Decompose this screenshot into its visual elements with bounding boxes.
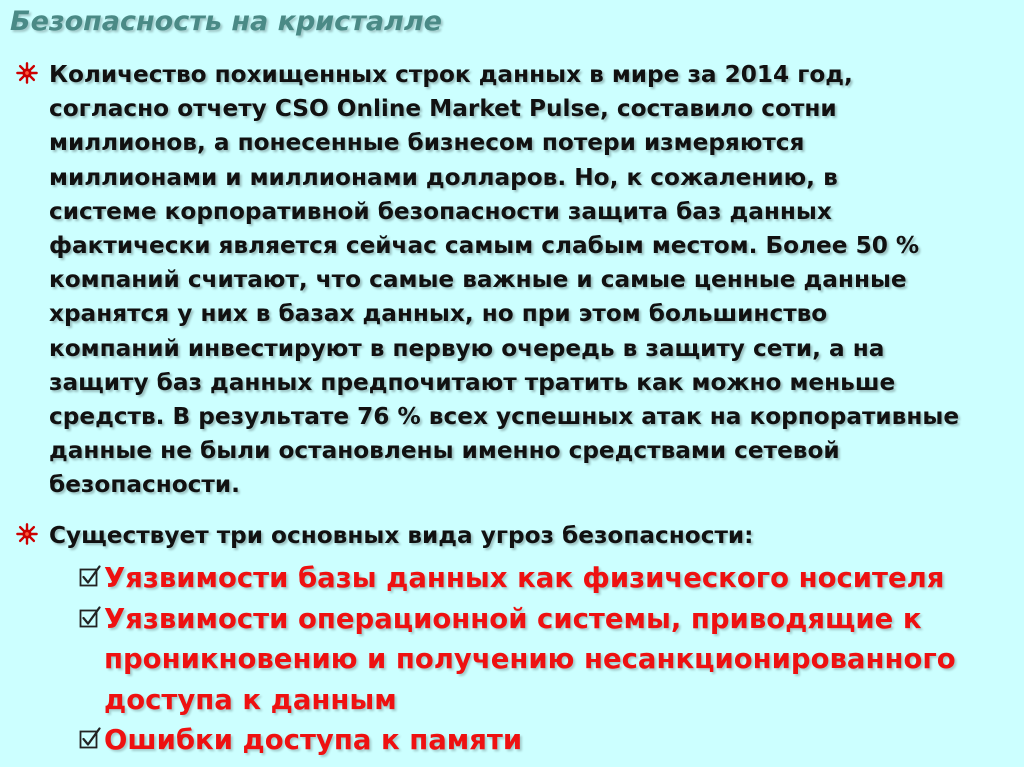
threat-item xyxy=(79,558,1019,599)
text-line: безопасности. xyxy=(49,471,240,499)
slide-title: Безопасность на кристалле xyxy=(10,6,442,37)
bullet-text xyxy=(49,58,1016,503)
sun-star-icon xyxy=(16,523,38,545)
text-line: данные не были остановлены именно средствами сетевой xyxy=(49,437,840,465)
threat-line: проникновению и получению несанкционированного xyxy=(104,643,956,675)
checkbox-icon xyxy=(79,727,101,751)
bullet-text xyxy=(49,519,1016,553)
threat-line: Уязвимости операционной системы, приводящие к xyxy=(104,602,922,635)
threat-line: доступа к данным xyxy=(104,683,397,716)
threat-item xyxy=(79,599,1019,721)
text-line: согласно отчету CSO Online Market Pulse, составило сотни xyxy=(49,95,837,123)
checkbox-icon xyxy=(79,565,101,589)
sun-star-icon xyxy=(16,62,38,84)
bullet-item xyxy=(16,58,1016,503)
text-line: миллионов, а понесенные бизнесом потери измеряются xyxy=(49,129,805,157)
bullet-item xyxy=(16,519,1016,553)
threat-list xyxy=(79,558,1019,761)
text-line: Существует три основных вида угроз безопасности: xyxy=(49,522,754,549)
checkbox-icon xyxy=(79,606,101,630)
text-line: системе корпоративной безопасности защита баз данных xyxy=(49,197,832,225)
text-line: миллионами и миллионами долларов. Но, к сожалению, в xyxy=(49,163,838,191)
threat-line: Уязвимости базы данных как физического носителя xyxy=(104,562,945,594)
text-line: средств. В результате 76 % всех успешных атак на корпоративные xyxy=(49,403,960,431)
text-line: компаний инвестируют в первую очередь в защиту сети, а на xyxy=(49,334,885,362)
text-line: фактически является сейчас самым слабым местом. Более 50 % xyxy=(49,232,920,260)
text-line: защиту баз данных предпочитают тратить как можно меньше xyxy=(49,368,896,396)
threat-line: Ошибки доступа к памяти xyxy=(104,724,523,756)
threat-item xyxy=(79,720,1019,761)
text-line: хранятся у них в базах данных, но при этом большинство xyxy=(49,300,828,328)
text-line: компаний считают, что самые важные и самые ценные данные xyxy=(49,266,907,294)
text-line: Количество похищенных строк данных в мире за 2014 год, xyxy=(49,61,853,88)
